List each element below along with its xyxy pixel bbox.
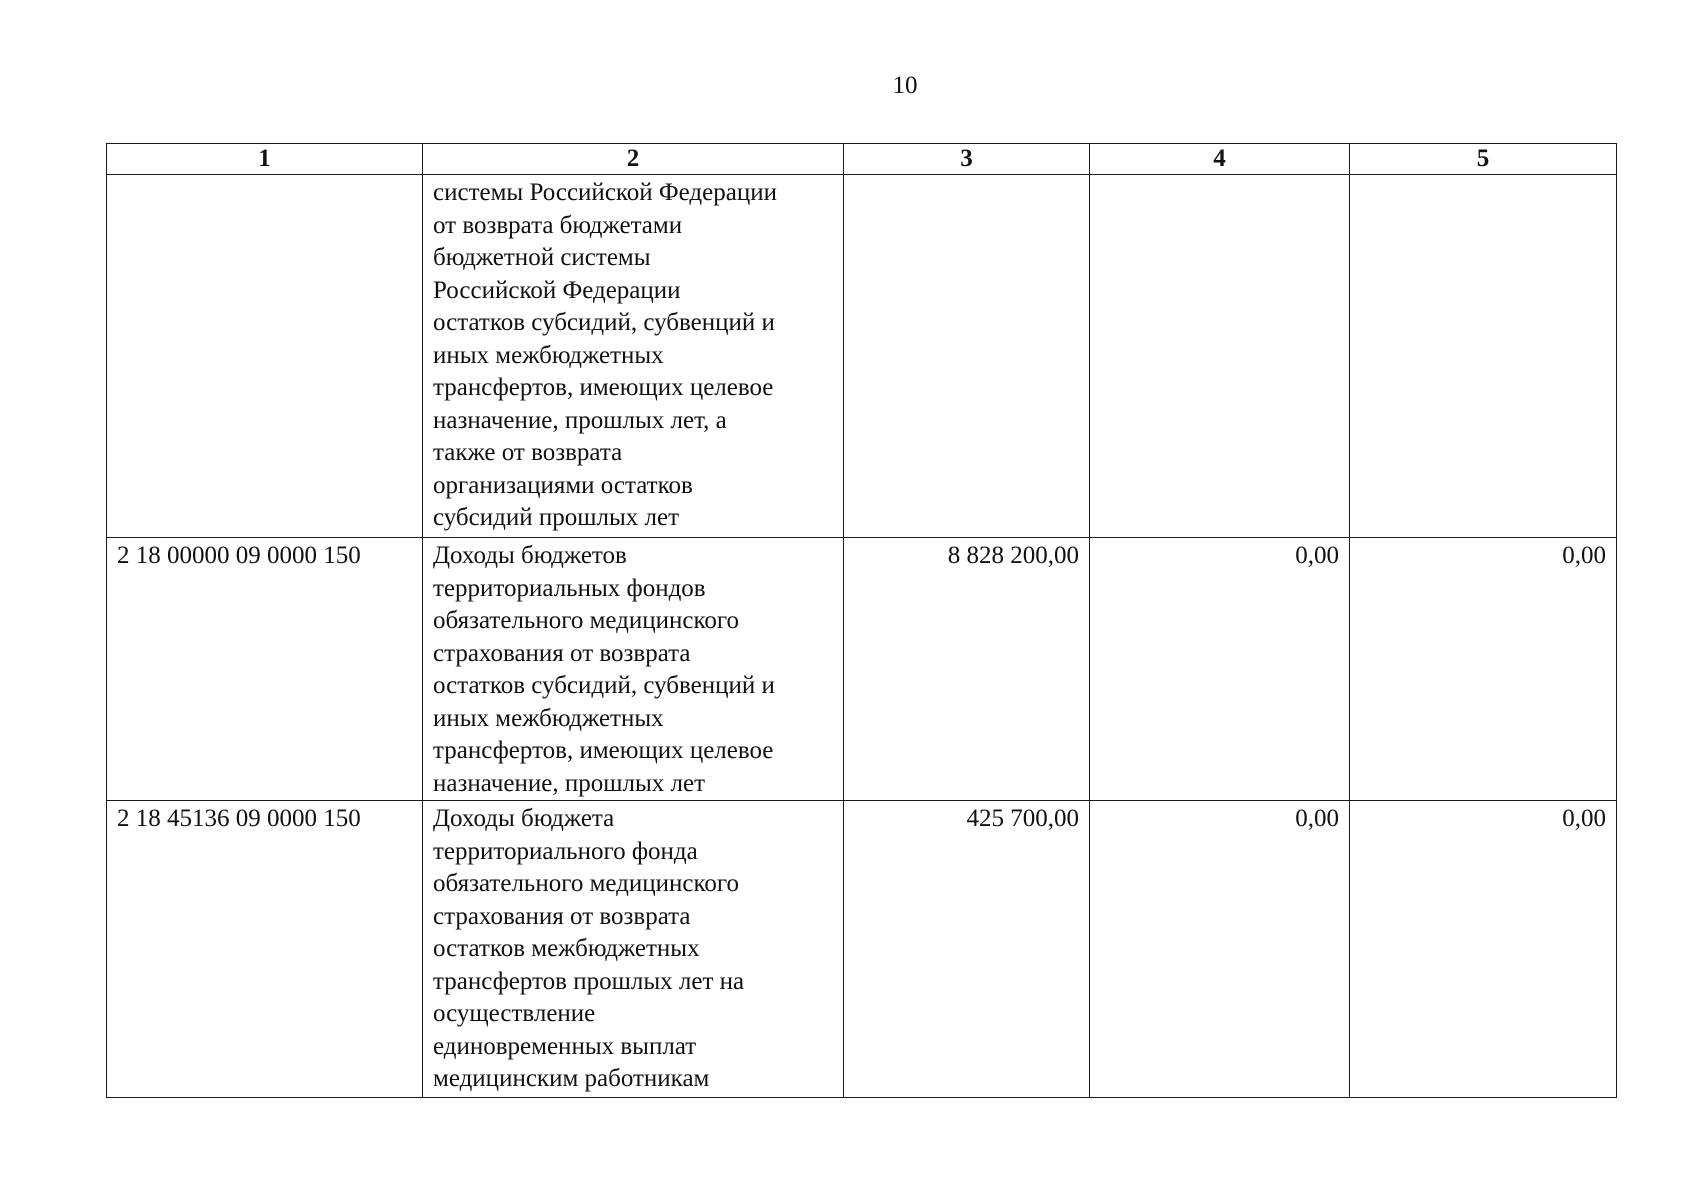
table-row [107, 801, 1617, 1098]
row-value-col5 [1350, 175, 1617, 538]
row-description: Доходы бюджета территориального фонда обязательного медицинского страхования от возврата остатков межбюджетных трансфертов прошлых лет на осуществление единовременных выплат медицинским работникам [423, 801, 844, 1098]
row-value-col4: 0,00 [1090, 801, 1350, 1098]
row-code: 2 18 00000 09 0000 150 [107, 538, 423, 801]
page-number: 10 [892, 72, 918, 99]
row-value-col3: 8 828 200,00 [844, 538, 1090, 801]
row-code: 2 18 45136 09 0000 150 [107, 801, 423, 1098]
column-header-1: 1 [107, 144, 423, 175]
row-value-col4 [1090, 175, 1350, 538]
budget-table [106, 143, 1617, 1098]
row-value-col3 [844, 175, 1090, 538]
row-value-col5: 0,00 [1350, 538, 1617, 801]
row-description: системы Российской Федерации от возврата бюджетами бюджетной системы Российской Федерации остатков субсидий, субвенций и иных межбюджетных трансфертов, имеющих целевое назначение, прошлых лет, а также от возврата организациями остатков субсидий прошлых лет [423, 175, 844, 538]
column-header-2: 2 [423, 144, 844, 175]
row-value-col5: 0,00 [1350, 801, 1617, 1098]
table-row [107, 175, 1617, 538]
table-header-row [107, 144, 1617, 175]
table-row [107, 538, 1617, 801]
row-value-col3: 425 700,00 [844, 801, 1090, 1098]
column-header-4: 4 [1090, 144, 1350, 175]
row-value-col4: 0,00 [1090, 538, 1350, 801]
row-description: Доходы бюджетов территориальных фондов обязательного медицинского страхования от возврата остатков субсидий, субвенций и иных межбюджетных трансфертов, имеющих целевое назначение, прошлых лет [423, 538, 844, 801]
row-code [107, 175, 423, 538]
column-header-3: 3 [844, 144, 1090, 175]
column-header-5: 5 [1350, 144, 1617, 175]
